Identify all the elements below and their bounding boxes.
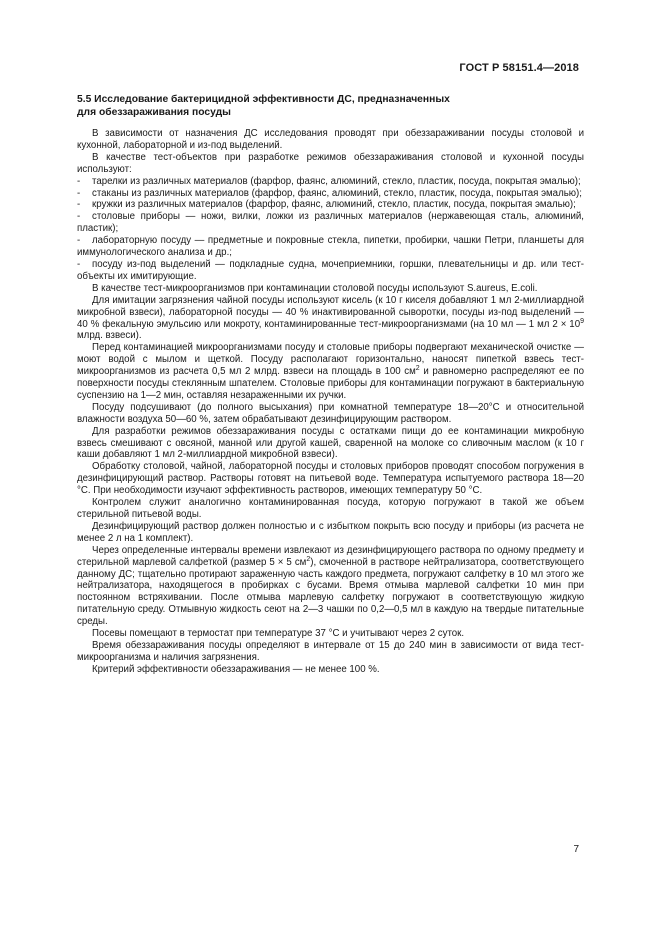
paragraph: Для разработки режимов обеззараживания посуды с остатками пищи до ее контаминации микробную взвесь смешивают с овсяной, манной или другой кашей, сваренной на молоке со сливочным маслом (к 10 г каши добавляют 1 мл 2-миллиардной микробной взвеси). (77, 425, 584, 461)
list-item (77, 259, 584, 283)
list-dash: - (77, 175, 81, 187)
section-heading (77, 94, 597, 119)
list-dash: - (77, 187, 81, 199)
list-item (77, 176, 584, 188)
paragraph: Посуду подсушивают (до полного высыхания) при комнатной температуре 18—20°С и относительной влажности воздуха 50—60 %, затем обрабатывают дезинфицирующим раствором. (77, 401, 584, 425)
paragraph: Дезинфицирующий раствор должен полностью и с избытком покрыть всю посуду и приборы (из расчета не менее 2 л на 1 комплект). (77, 520, 584, 544)
paragraph: В качестве тест-объектов при разработке режимов обеззараживания столовой и кухонной посуды используют: (77, 151, 584, 175)
list-dash: - (77, 258, 81, 270)
list-item-text: столовые приборы — ножи, вилки, ложки из различных материалов (нержавеющая сталь, алюминий, пластик); (77, 211, 584, 235)
list-item-text: стаканы из различных материалов (фарфор, фаянс, алюминий, стекло, пластик, посуда, покрытая эмалью); (92, 187, 582, 199)
document-code-header: ГОСТ Р 58151.4—2018 (459, 62, 579, 74)
paragraph-text: ), смоченной в растворе нейтрализатора, соответствующего данному ДС; тщательно протирают зараженную часть каждого предмета, погружают салфетку в 10 мл этого же нейтрализатора, находящегося в пробирках с бусами. Время отмыва марлевой салфетки 10 мин при постоянном встряхивании. После отмыва марлевую салфетку погружают в соответствующую жидкую питательную среду. Отмывную жидкость сеют на 2—3 чашки по 0,2—0,5 мл в каждую на твердые питательные среды. (77, 556, 584, 628)
paragraph-text: млрд. взвеси). (77, 330, 142, 342)
paragraph-text: Перед контаминацией микроорганизмами посуду и столовые приборы подвергают механической очистке — моют водой с мылом и щеткой. Посуду располагают горизонтально, наносят пипеткой взвесь тест-микроорганизмов из расчета 0,5 мл 2 млрд. взвеси на площадь в 100 см (77, 342, 584, 378)
list-item-text: кружки из различных материалов (фарфор, фаянс, алюминий, стекло, пластик, посуда, покрытая эмалью); (92, 199, 576, 211)
paragraph: Посевы помещают в термостат при температуре 37 °С и учитывают через 2 суток. (92, 628, 465, 640)
superscript: 2 (306, 555, 311, 563)
superscript: 9 (580, 317, 584, 325)
list-item (77, 235, 584, 259)
page-number: 7 (573, 844, 579, 855)
superscript: 2 (415, 364, 420, 372)
paragraph: В качестве тест-микроорганизмов при контаминации столовой посуды используют S.aureus, E.coli. (92, 282, 538, 294)
list-dash: - (77, 199, 81, 211)
paragraph-text: и равномерно распределяют ее по поверхности посуды стеклянным шпателем. Столовые приборы для контаминации погружают в бактериальную суспензию на 1—2 мин, оставляя незараженными их ручки. (77, 366, 585, 401)
paragraph (77, 342, 584, 402)
list-dash: - (77, 211, 81, 223)
paragraph: Контролем служит аналогично контаминированная посуда, которую погружают в такой же объем стерильной питьевой воды. (77, 497, 584, 520)
paragraph (77, 295, 584, 343)
list-item-text: тарелки из различных материалов (фарфор, фаянс, алюминий, стекло, пластик, посуда, покрытая эмалью); (92, 175, 581, 187)
list-item (77, 188, 584, 200)
paragraph: Критерий эффективности обеззараживания — не менее 100 %. (92, 663, 380, 675)
list-item (77, 199, 584, 211)
section-body (77, 128, 584, 676)
section-heading-line: для обеззараживания посуды (77, 106, 231, 118)
paragraph-text: Через определенные интервалы времени извлекают из дезинфицирующего раствора по одному предмету и стерильной марлевой салфеткой (размер 5 × 5 см (77, 544, 584, 568)
paragraph: Обработку столовой, чайной, лабораторной посуды и столовых приборов проводят способом погружения в дезинфицирующий раствор. Растворы готовят на питьевой воде. Температура испытуемого раствора 18—20 °С. При необходимости изучают эффективность растворов, имеющих температуру 50 °С. (77, 461, 584, 497)
list-item-text: посуду из-под выделений — подкладные судна, мочеприемники, горшки, плевательницы и др. или тест-объекты их имитирующие. (77, 258, 584, 282)
list-dash: - (77, 235, 81, 247)
list-item (77, 211, 584, 235)
list-item-text: лабораторную посуду — предметные и покровные стекла, пипетки, пробирки, чашки Петри, планшеты для иммунологического анализа и др.; (77, 235, 584, 259)
section-heading-line: 5.5 Исследование бактерицидной эффективности ДС, предназначенных (77, 94, 450, 105)
paragraph: Время обеззараживания посуды определяют в интервале от 15 до 240 мин в зависимости от вида тест-микроорганизма и наличия загрязнения. (77, 639, 584, 663)
paragraph: В зависимости от назначения ДС исследования проводят при обеззараживании посуды столовой и кухонной, лабораторной и из-под выделений. (77, 128, 584, 151)
paragraph-text: Для имитации загрязнения чайной посуды используют кисель (к 10 г киселя добавляют 1 мл 2-миллиардной микробной взвеси), лабораторной посуды — 40 % инактивированной сыворотки, посуды из-под выделений — 40 % фекальную эмульсию или мокроту, контаминированные тест-микроорганизмами (на 10 мл — 1 мл 2 × 10 (77, 294, 584, 330)
paragraph (77, 545, 584, 628)
